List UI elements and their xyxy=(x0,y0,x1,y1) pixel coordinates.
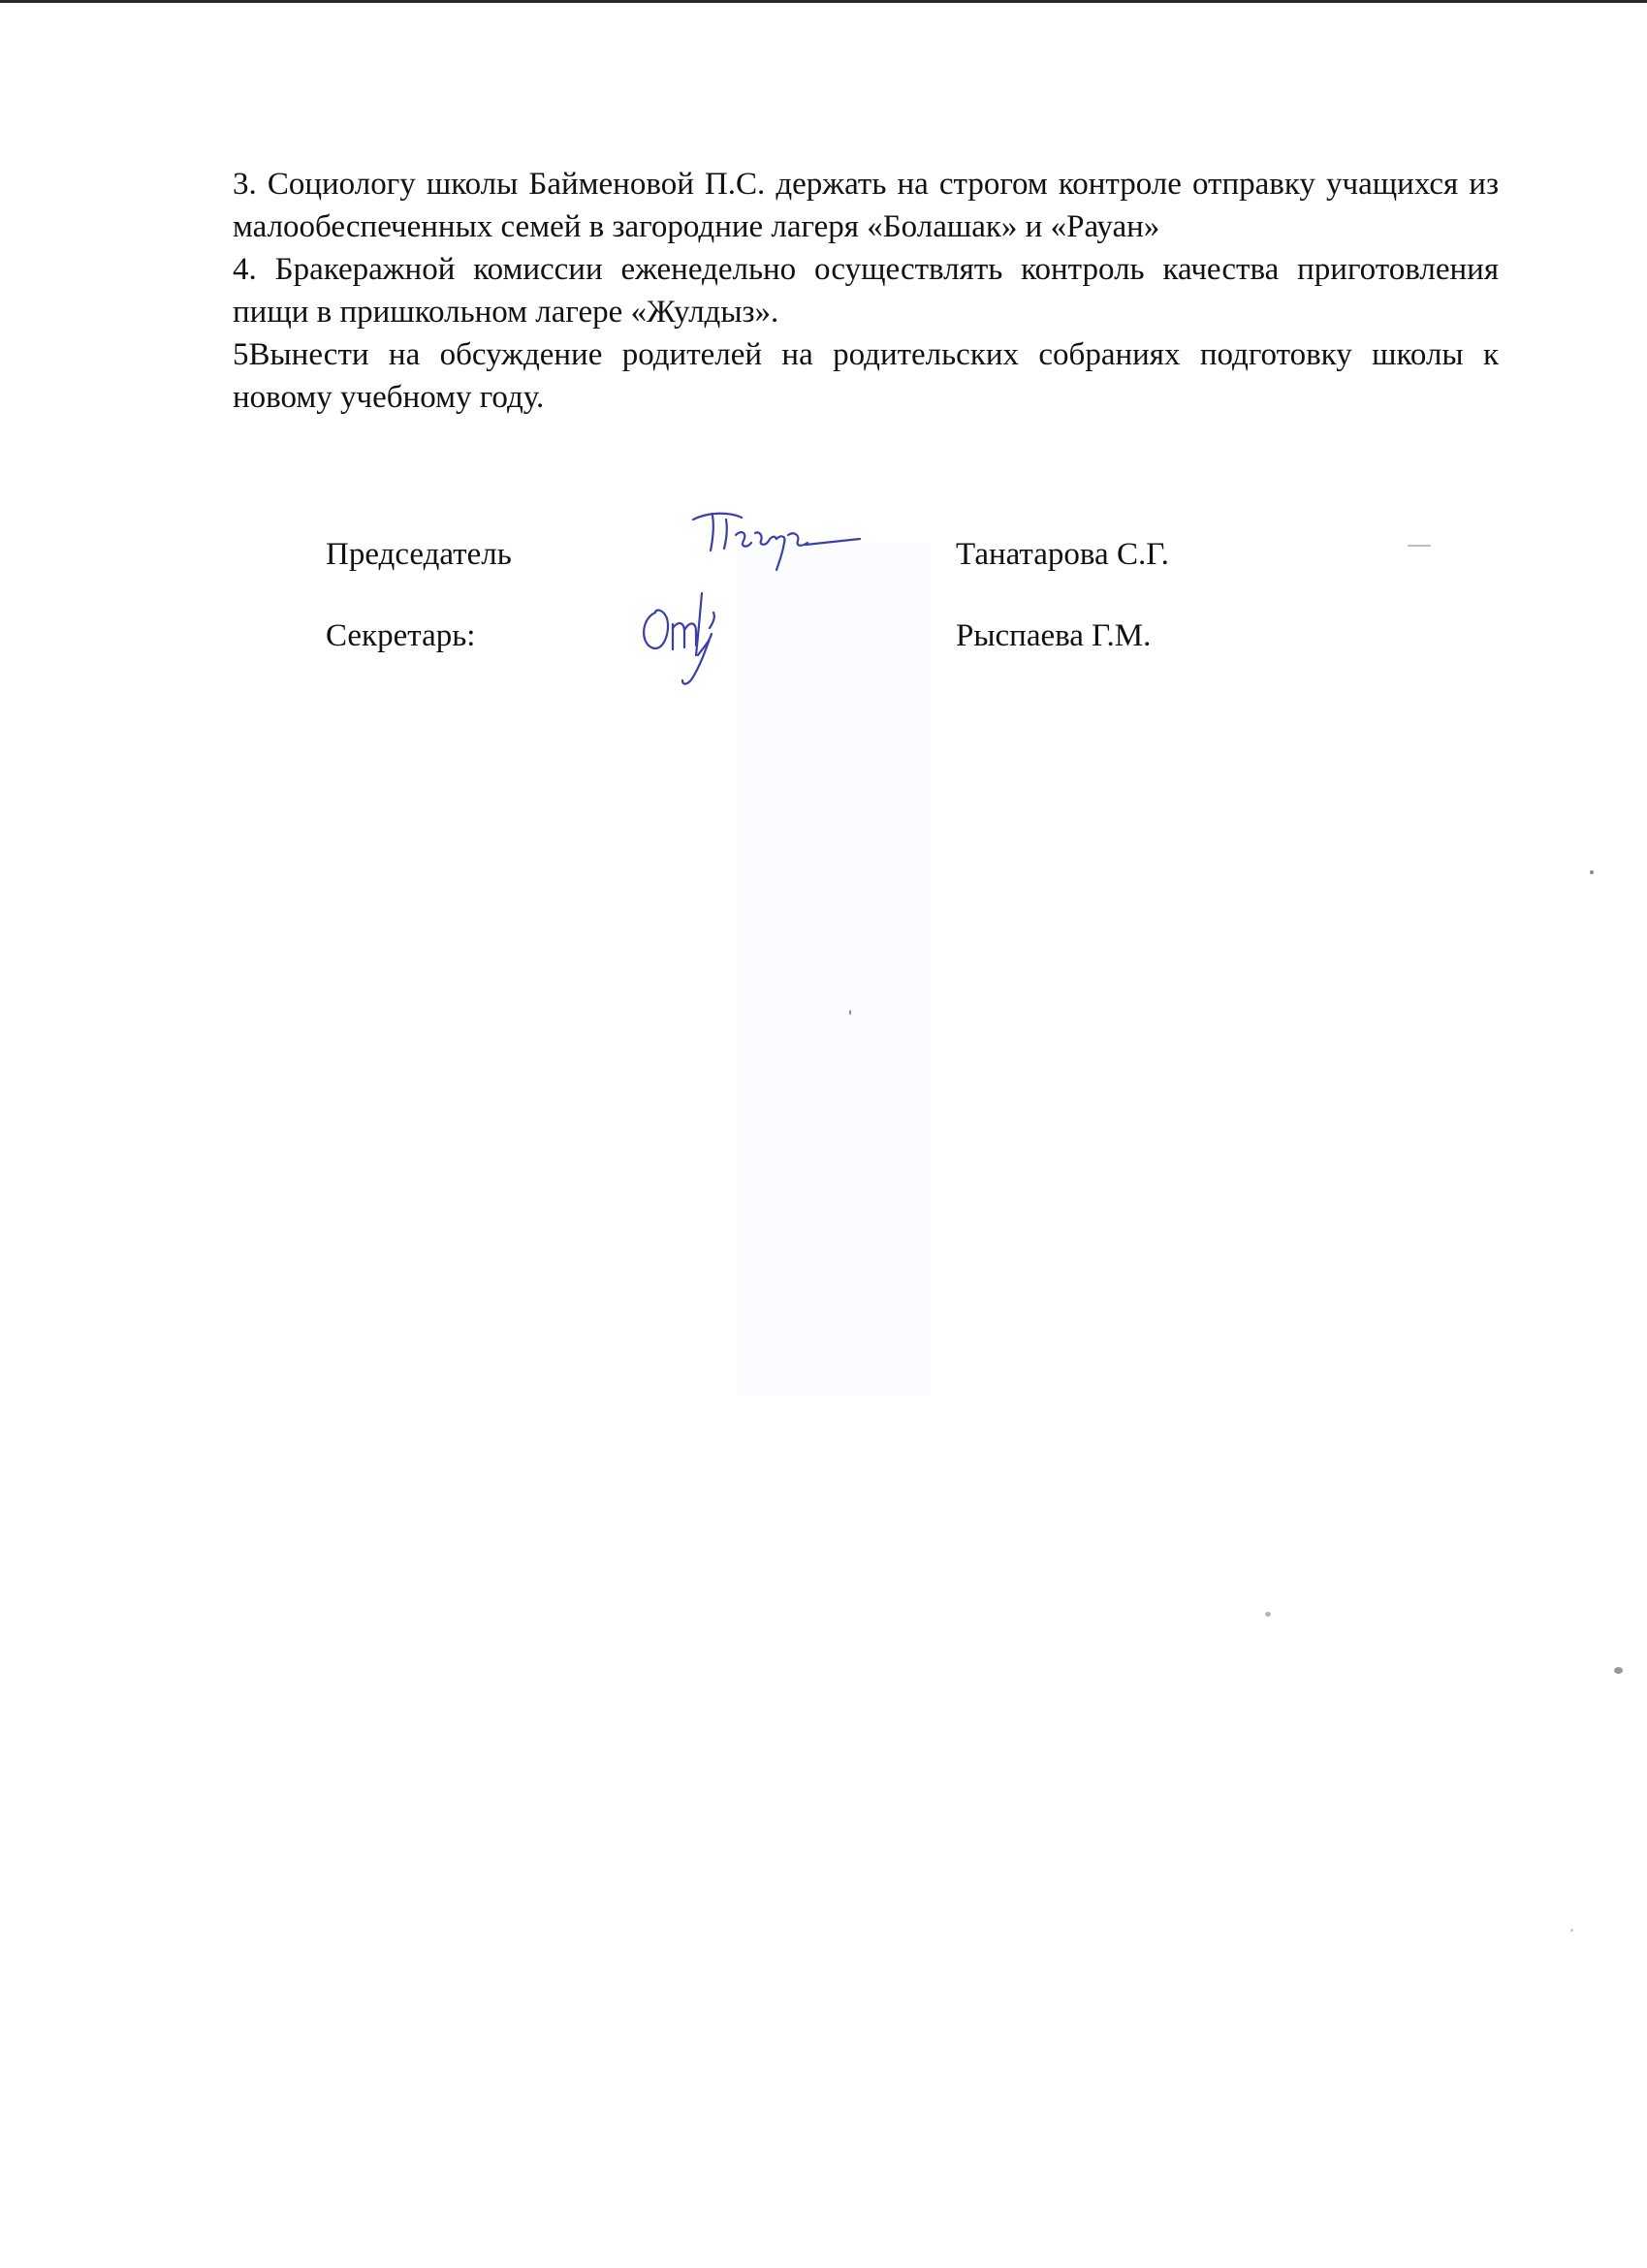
scan-speck xyxy=(849,1010,851,1015)
handwritten-signature-secretary xyxy=(634,585,750,692)
scan-top-edge xyxy=(0,0,1647,3)
paragraph-3: 3. Социологу школы Байменовой П.С. держать на строгом контроле отправку учащихся из малообеспеченных семей в загородние лагеря «Болашак» и «Рауан» xyxy=(233,167,1499,244)
handwritten-signature-chair xyxy=(680,506,864,574)
scan-speck xyxy=(1408,545,1431,547)
scan-speck xyxy=(1614,1667,1623,1674)
document-body xyxy=(233,163,1499,419)
person-name: Рыспаева Г.М. xyxy=(956,618,1152,653)
signature-block xyxy=(326,533,1295,696)
scan-speck xyxy=(1265,1612,1271,1617)
paragraph-4: 4. Бракеражной комиссии еженедельно осуществлять контроль качества приготовления пищи в пришкольном лагере «Жулдыз». xyxy=(233,252,1499,330)
role-label: Секретарь: xyxy=(326,618,476,653)
scan-speck xyxy=(1590,870,1594,874)
paragraph-5: 5Вынести на обсуждение родителей на родительских собраниях подготовку школы к новому учебному году. xyxy=(233,337,1499,415)
signature-row-chair xyxy=(326,533,1295,614)
role-label: Председатель xyxy=(326,537,512,572)
signature-row-secretary xyxy=(326,614,1295,696)
scan-speck xyxy=(1570,1929,1573,1932)
person-name: Танатарова С.Г. xyxy=(956,537,1169,572)
